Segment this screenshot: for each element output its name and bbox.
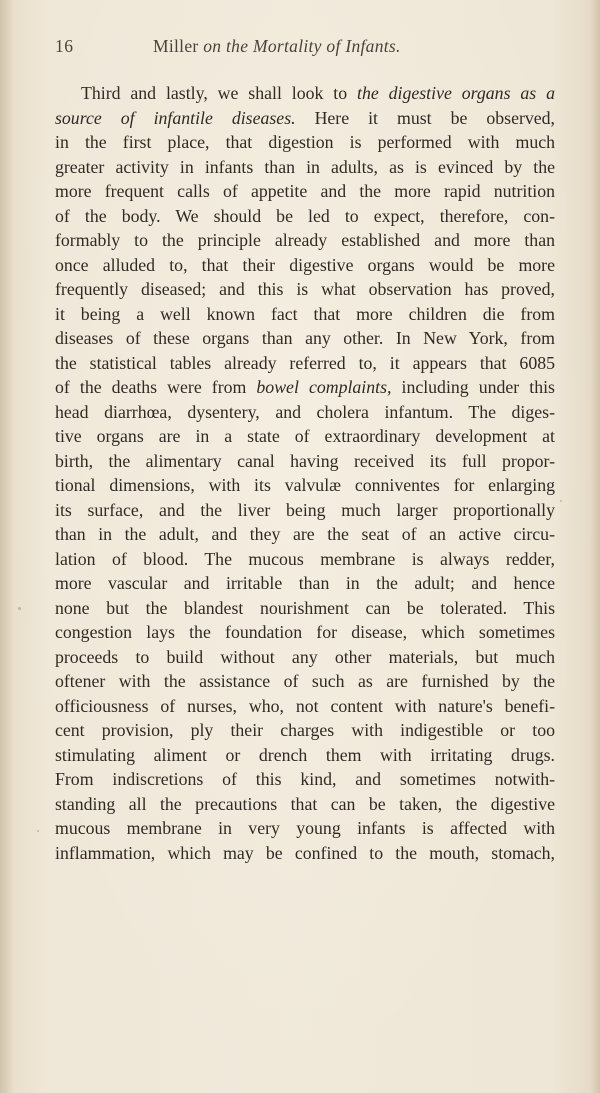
text-run: proceeds to build without any other materials, but much xyxy=(55,646,555,667)
text-line xyxy=(55,326,555,351)
text-line xyxy=(55,718,555,743)
text-run: congestion lays the foundation for disease, which sometimes xyxy=(55,622,555,642)
paper-speck xyxy=(18,607,21,610)
text-line xyxy=(55,694,555,719)
text-line xyxy=(55,375,555,400)
text-run: of the body. We should be led to expect, therefore, con- xyxy=(55,205,555,226)
text-line xyxy=(55,400,555,425)
text-run: including under this xyxy=(391,377,555,397)
text-line xyxy=(55,596,555,621)
text-run: frequently diseased; and this is what observation has proved, xyxy=(55,279,555,299)
text-run: lation of blood. The mucous membrane is always redder, xyxy=(55,548,555,569)
text-run: it being a well known fact that more children die from xyxy=(55,303,555,324)
page-header xyxy=(55,36,555,60)
text-line xyxy=(55,424,555,449)
text-line xyxy=(55,179,555,204)
text-run: none but the blandest nourishment can be tolerated. This xyxy=(55,597,555,618)
text-line xyxy=(55,571,555,596)
text-run: stimulating aliment or drench them with irritating drugs. xyxy=(55,744,555,765)
text-run: formably to the principle already established and more than xyxy=(55,230,555,250)
text-line xyxy=(55,130,555,155)
text-run: birth, the alimentary canal having received its full propor- xyxy=(55,450,555,471)
italic-text: source of infantile diseases. xyxy=(55,107,296,128)
spine-shadow xyxy=(0,0,14,1093)
text-line xyxy=(55,669,555,694)
text-run: diseases of these organs than any other. In New York, from xyxy=(55,328,555,348)
text-run: mucous membrane in very young infants is affected with xyxy=(55,818,555,838)
text-run: greater activity in infants than in adults, as is evinced by the xyxy=(55,156,555,177)
text-line xyxy=(55,277,555,302)
page-number: 16 xyxy=(55,36,74,56)
text-run: than in the adult, and they are the seat of an active circu- xyxy=(55,524,555,544)
text-run: From indiscretions of this kind, and sometimes notwith- xyxy=(55,769,555,789)
text-run: Here it must be observed, xyxy=(295,107,555,128)
text-line xyxy=(55,81,555,106)
text-run: once alluded to, that their digestive organs would be more xyxy=(55,254,555,275)
text-line xyxy=(55,816,555,841)
text-run: its surface, and the liver being much larger proportionally xyxy=(55,499,555,520)
text-line xyxy=(55,767,555,792)
running-title-author: Miller xyxy=(153,36,204,56)
text-run: cent provision, ply their charges with indigestible or too xyxy=(55,720,555,740)
text-run: head diarrhœa, dysentery, and cholera infantum. The diges- xyxy=(55,401,555,422)
text-line xyxy=(55,522,555,547)
text-run: standing all the precautions that can be taken, the digestive xyxy=(55,793,555,814)
running-title xyxy=(153,36,401,57)
italic-text: bowel complaints, xyxy=(256,377,392,397)
text-line xyxy=(55,253,555,278)
text-run: oftener with the assistance of such as are furnished by the xyxy=(55,671,555,691)
text-run: the statistical tables already referred to, it appears that 6085 xyxy=(55,352,555,373)
paper-speck xyxy=(560,500,562,502)
text-line xyxy=(55,547,555,572)
text-run: of the deaths were from xyxy=(55,377,257,397)
text-run: tional dimensions, with its valvulæ conniventes for enlarging xyxy=(55,475,555,495)
text-line xyxy=(55,106,555,131)
body-text xyxy=(55,81,555,865)
text-run: Third and lastly, we shall look to xyxy=(81,83,358,103)
text-run: tive organs are in a state of extraordinary development at xyxy=(55,426,555,446)
text-run: officiousness of nurses, who, not content with nature's benefi- xyxy=(55,695,555,716)
text-line xyxy=(55,204,555,229)
text-line xyxy=(55,792,555,817)
text-line xyxy=(55,841,555,866)
text-run: more frequent calls of appetite and the more rapid nutrition xyxy=(55,181,555,201)
text-line xyxy=(55,473,555,498)
text-line xyxy=(55,743,555,768)
italic-text: the digestive organs as a xyxy=(357,83,555,103)
text-line xyxy=(55,351,555,376)
running-title-subject: on the Mortality of Infants. xyxy=(203,36,401,56)
text-line xyxy=(55,449,555,474)
text-line xyxy=(55,645,555,670)
paper-speck xyxy=(37,830,39,832)
text-run: more vascular and irritable than in the adult; and hence xyxy=(55,573,555,593)
text-run: inflammation, which may be confined to the mouth, stomach, xyxy=(55,842,555,863)
page-edge-shadow xyxy=(590,0,600,1093)
text-line xyxy=(55,155,555,180)
text-line xyxy=(55,228,555,253)
text-line xyxy=(55,498,555,523)
text-run: in the first place, that digestion is performed with much xyxy=(55,132,555,152)
text-line xyxy=(55,302,555,327)
text-line xyxy=(55,620,555,645)
